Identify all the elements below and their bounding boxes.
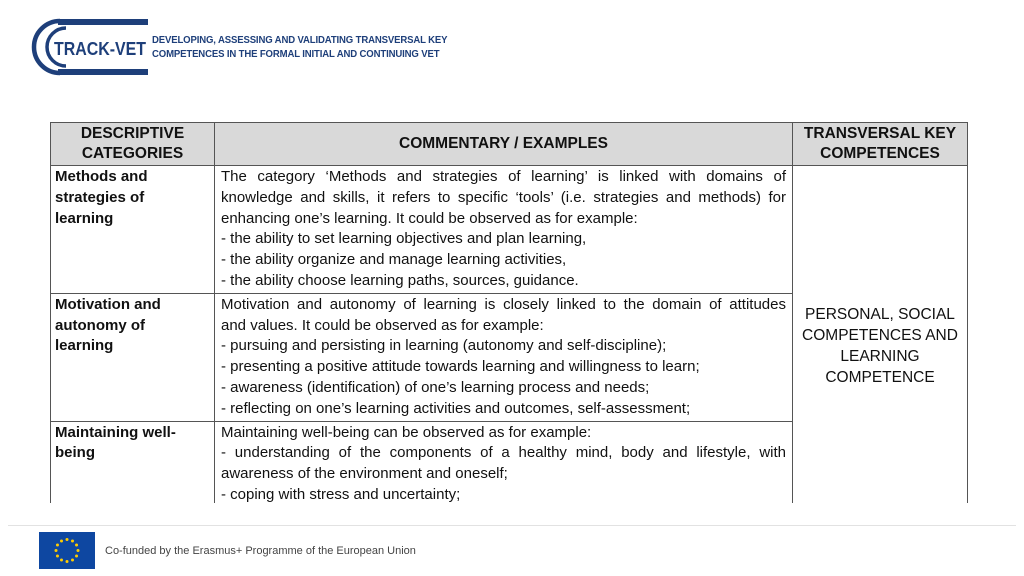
header-descriptive-categories: DESCRIPTIVE CATEGORIES bbox=[51, 123, 215, 166]
eu-flag-icon bbox=[39, 532, 95, 569]
eu-star-icon bbox=[77, 549, 80, 552]
header-commentary-examples: COMMENTARY / EXAMPLES bbox=[215, 123, 793, 166]
eu-star-icon bbox=[55, 549, 58, 552]
track-vet-logo bbox=[30, 18, 150, 76]
commentary-cell: Motivation and autonomy of learning is closely linked to the domain of attitudes and values. It could be observed as for example: - pursuing and persisting in learning (autonomy and self-discipline); - presenting a positive attitude towards learning and willingness to learn; - awareness (identification) of one’s learning process and needs; - reflecting on one’s learning activities and outcomes, self-assessment; bbox=[215, 293, 793, 421]
header-transversal-key-competences: TRANSVERSAL KEY COMPETENCES bbox=[793, 123, 968, 166]
competence-table-container bbox=[50, 122, 968, 503]
competence-table bbox=[50, 122, 968, 503]
eu-star-icon bbox=[75, 544, 78, 547]
footer-divider bbox=[8, 525, 1016, 526]
logo-text: TRACK-VET bbox=[54, 39, 146, 59]
competence-cell: PERSONAL, SOCIAL COMPETENCES AND LEARNING COMPETENCE bbox=[793, 166, 968, 504]
eu-star-icon bbox=[56, 544, 59, 547]
eu-star-icon bbox=[75, 555, 78, 558]
eu-star-icon bbox=[60, 559, 63, 562]
eu-star-icon bbox=[66, 560, 69, 563]
eu-star-icon bbox=[71, 539, 74, 542]
eu-star-icon bbox=[66, 538, 69, 541]
eu-star-icon bbox=[71, 559, 74, 562]
commentary-cell: The category ‘Methods and strategies of learning’ is linked with domains of knowledge and skills, it refers to specific ‘tools’ (i.e. strategies and methods) for enhancing one’s learning. It could be observed as for example: - the ability to set learning objectives and plan learning, - the ability organize and manage learning activities, - the ability choose learning paths, sources, guidance. bbox=[215, 166, 793, 294]
commentary-cell: Maintaining well-being can be observed as for example: - understanding of the components of a healthy mind, body and lifestyle, with awareness of the environment and oneself; - coping with stress and uncertainty; bbox=[215, 421, 793, 503]
eu-star-icon bbox=[60, 539, 63, 542]
category-cell: Maintaining well- being bbox=[51, 421, 215, 503]
header-subtitle bbox=[152, 34, 447, 62]
category-cell: Motivation and autonomy of learning bbox=[51, 293, 215, 421]
table-header-row bbox=[51, 123, 968, 166]
table-row bbox=[51, 166, 968, 294]
header-subtitle-line: COMPETENCES IN THE FORMAL INITIAL AND CONTINUING VET bbox=[152, 49, 440, 60]
header-subtitle-line: DEVELOPING, ASSESSING AND VALIDATING TRANSVERSAL KEY bbox=[152, 35, 448, 46]
eu-star-icon bbox=[56, 555, 59, 558]
category-cell: Methods and strategies of learning bbox=[51, 166, 215, 294]
footer-text: Co-funded by the Erasmus+ Programme of the European Union bbox=[105, 545, 416, 557]
